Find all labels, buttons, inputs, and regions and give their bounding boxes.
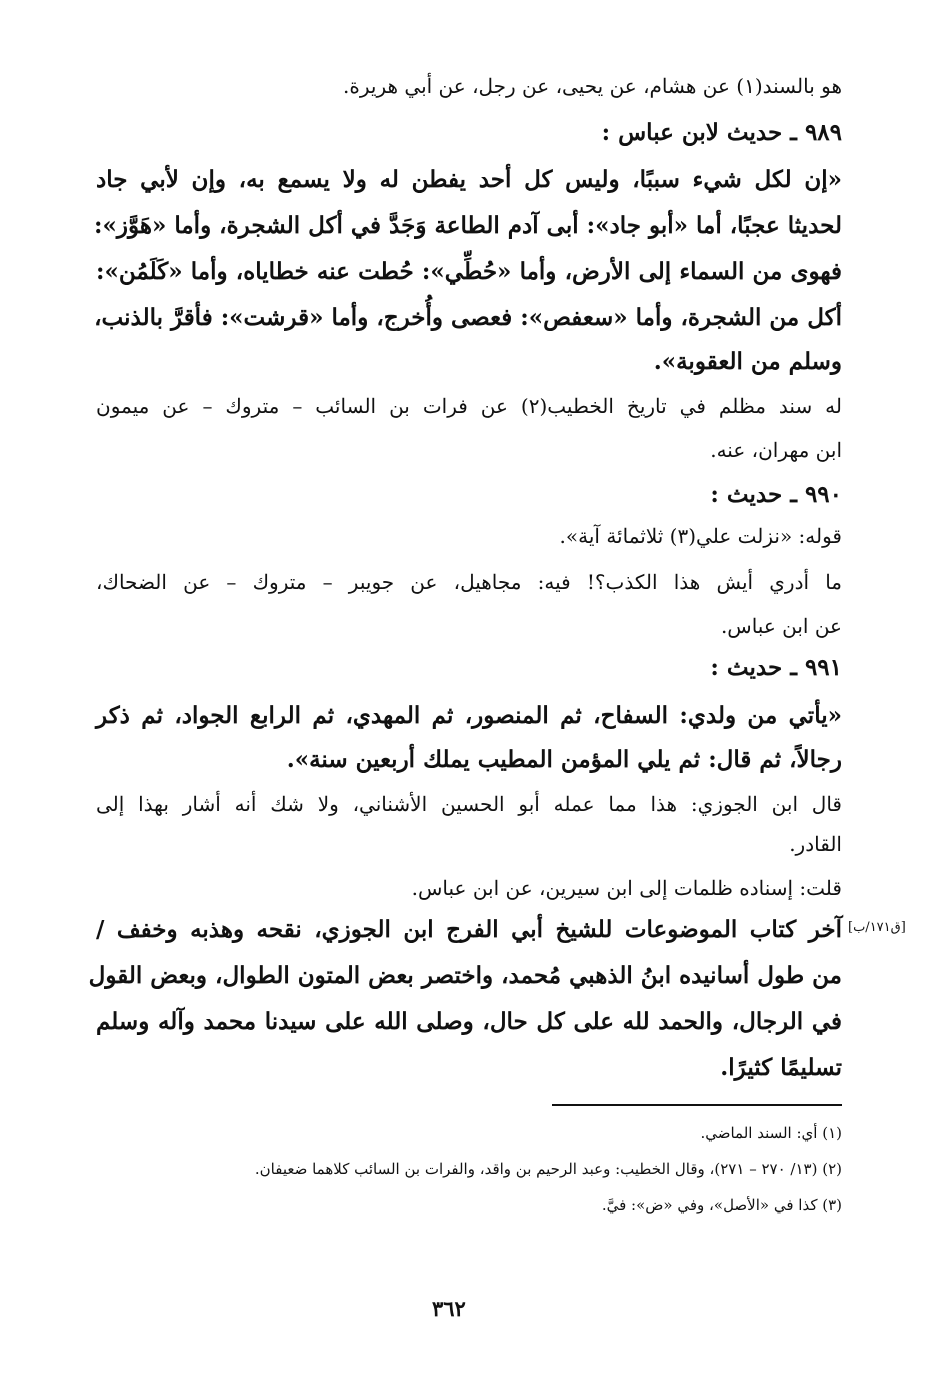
manuscript-folio-note: [ق١٧١/ب] [848,920,906,935]
page-number: ٣٦٢ [432,1296,466,1321]
text-line: له سند مظلم في تاريخ الخطيب(٢) عن فرات بن السائب – متروك – عن ميمون [96,394,842,418]
footnote: (٢) (١٣/ ٢٧٠ – ٢٧١)، وقال الخطيب: وعبد الرحيم بن واقد، والفرات بن السائب كلاهما ضعيفان. [254,1160,842,1178]
text-line: قال ابن الجوزي: هذا مما عمله أبو الحسين الأشناني، ولا شك أنه أشار بهذا إلى [96,792,842,816]
footnote: (٣) كذا في «الأصل»، وفي «ض»: فيَّ. [601,1196,842,1214]
hadith-text-line: «إن لكل شيء سببًا، وليس كل أحد يفطن له ولا يسمع به، وإن لأبي جاد [96,166,842,193]
text-line: قلت: إسناده ظلمات إلى ابن سيرين، عن ابن عباس. [411,876,842,900]
text-line: القادر. [789,832,842,856]
hadith-text-line: رجالاً، ثم قال: ثم يلي المؤمن المطيب يملك أربعين سنة». [286,746,842,773]
hadith-heading-991: ٩٩١ ـ حديث : [710,654,842,681]
text-line: ابن مهران، عنه. [710,438,842,462]
hadith-heading-989: ٩٨٩ ـ حديث لابن عباس : [601,119,842,146]
hadith-text-line: لحديثا عجبًا، أما «أبو جاد»: أبى آدم الطاعة وَجَدَّ في أكل الشجرة، وأما «هَوَّز»: [93,212,842,239]
footnote: (١) أي: السند الماضي. [700,1124,842,1142]
text-line: هو بالسند(١) عن هشام، عن يحيى، عن رجل، عن أبي هريرة. [343,74,842,98]
text-line: عن ابن عباس. [720,614,842,638]
hadith-heading-990: ٩٩٠ ـ حديث : [710,481,842,508]
hadith-text-line: أكل من الشجرة، وأما «سعفص»: فعصى وأُخرج، وأما «قرشت»: فأقرَّ بالذنب، [94,304,842,331]
text-line: ما أدري أيش هذا الكذب؟! فيه: مجاهيل، عن جويبر – متروك – عن الضحاك، [96,570,842,594]
text-line: قوله: «نزلت علي(٣) ثلاثمائة آية». [559,524,842,548]
hadith-text-line: فهوى من السماء إلى الأرض، وأما «حُطِّي»: حُطت عنه خطاياه، وأما «كَلَمُن»: [96,258,842,285]
colophon-line: آخر كتاب الموضوعات للشيخ أبي الفرج ابن الجوزي، نقحه وهذبه وخفف / [96,916,842,943]
colophon-line: من طول أسانيده ابنُ الذهبي مُحمد، واختصر بعض المتون الطوال، وبعض القول [88,962,842,989]
footnote-divider [552,1104,842,1106]
colophon-line: تسليمًا كثيرًا. [720,1054,842,1081]
hadith-text-line: وسلم من العقوبة». [653,348,842,375]
hadith-text-line: «يأتي من ولدي: السفاح، ثم المنصور، ثم المهدي، ثم الرابع الجواد، ثم ذكر [96,702,842,729]
colophon-line: في الرجال، والحمد لله على كل حال، وصلى الله على سيدنا محمد وآله وسلم [96,1008,842,1035]
